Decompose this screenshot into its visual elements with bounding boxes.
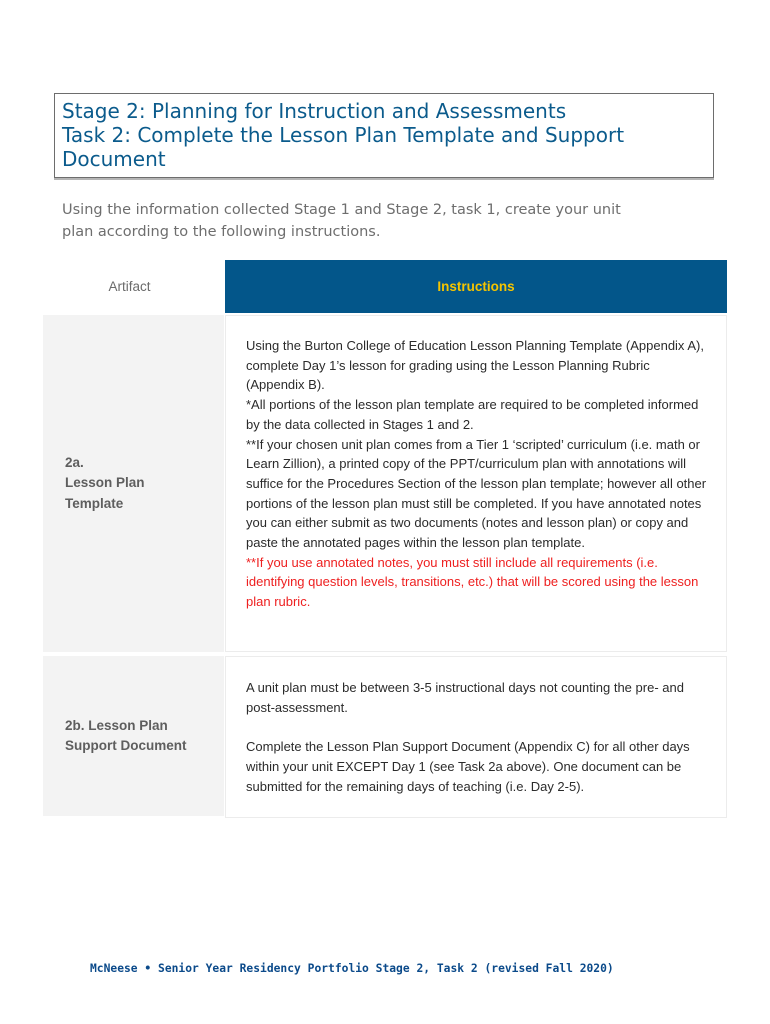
instructions-2a-para-2: *All portions of the lesson plan template are required to be completed informed by the data collected in Stages 1 and 2.: [246, 397, 699, 432]
artifact-2a-line-1: 2a.: [65, 454, 84, 470]
artifact-2b-line-2: Support Document: [65, 738, 187, 753]
artifact-column-header: Artifact: [108, 279, 151, 294]
instructions-2a-alert: **If you use annotated notes, you must still include all requirements (i.e. identifying question levels, transitions, etc.) that will be scored using the lesson plan rubric.: [246, 554, 699, 610]
instructions-2b-para-2: Complete the Lesson Plan Support Document (Appendix C) for all other days within your unit EXCEPT Day 1 (see Task 2a above). One document can be submitted for the remaining days of teaching (i.e. Day 2-5).: [246, 739, 690, 794]
artifact-2b-line-1: 2b. Lesson Plan: [65, 717, 168, 733]
artifact-cell-2b: [43, 656, 224, 816]
instructions-column-header: Instructions: [225, 260, 727, 313]
page-title-line-3: Document: [62, 147, 166, 171]
instructions-cell-2a: [225, 315, 727, 652]
artifact-label-2a: [65, 453, 145, 515]
intro-line-2: plan according to the following instructions.: [62, 224, 381, 240]
artifact-2a-line-2: Lesson Plan: [65, 475, 145, 491]
instructions-2a-para-1: Using the Burton College of Education Lesson Planning Template (Appendix A), complete Day 1’s lesson for grading using the Lesson Planning Rubric (Appendix B).: [246, 338, 704, 393]
instructions-2a-para-3: **If your chosen unit plan comes from a Tier 1 ‘scripted’ curriculum (i.e. math or Learn Zillion), a printed copy of the PPT/curriculum plan with annotations will suffice for the Procedures Section of the lesson plan template; however all other portions of the lesson plan must still be completed. If you have annotated notes you can either submit as two documents (notes and lesson plan) or copy and paste the annotated pages within the lesson plan template.: [246, 436, 707, 551]
artifact-label-2b: [65, 716, 187, 757]
page-title-line-1: Stage 2: Planning for Instruction and Assessments: [62, 99, 567, 123]
title-box: [54, 93, 714, 178]
artifact-2a-line-3: Template: [65, 495, 124, 511]
intro-text: [62, 199, 702, 243]
page-title-line-2: Task 2: Complete the Lesson Plan Template and Support: [62, 123, 625, 147]
instructions-2b-para-1: A unit plan must be between 3-5 instructional days not counting the pre- and post-assessment.: [246, 680, 684, 715]
intro-line-1: Using the information collected Stage 1 and Stage 2, task 1, create your unit: [62, 202, 621, 218]
page-footer: McNeese • Senior Year Residency Portfolio Stage 2, Task 2 (revised Fall 2020): [90, 962, 614, 975]
paragraph-spacer: [246, 717, 708, 737]
instructions-cell-2b: [225, 656, 727, 818]
artifact-cell-2a: [43, 315, 224, 652]
